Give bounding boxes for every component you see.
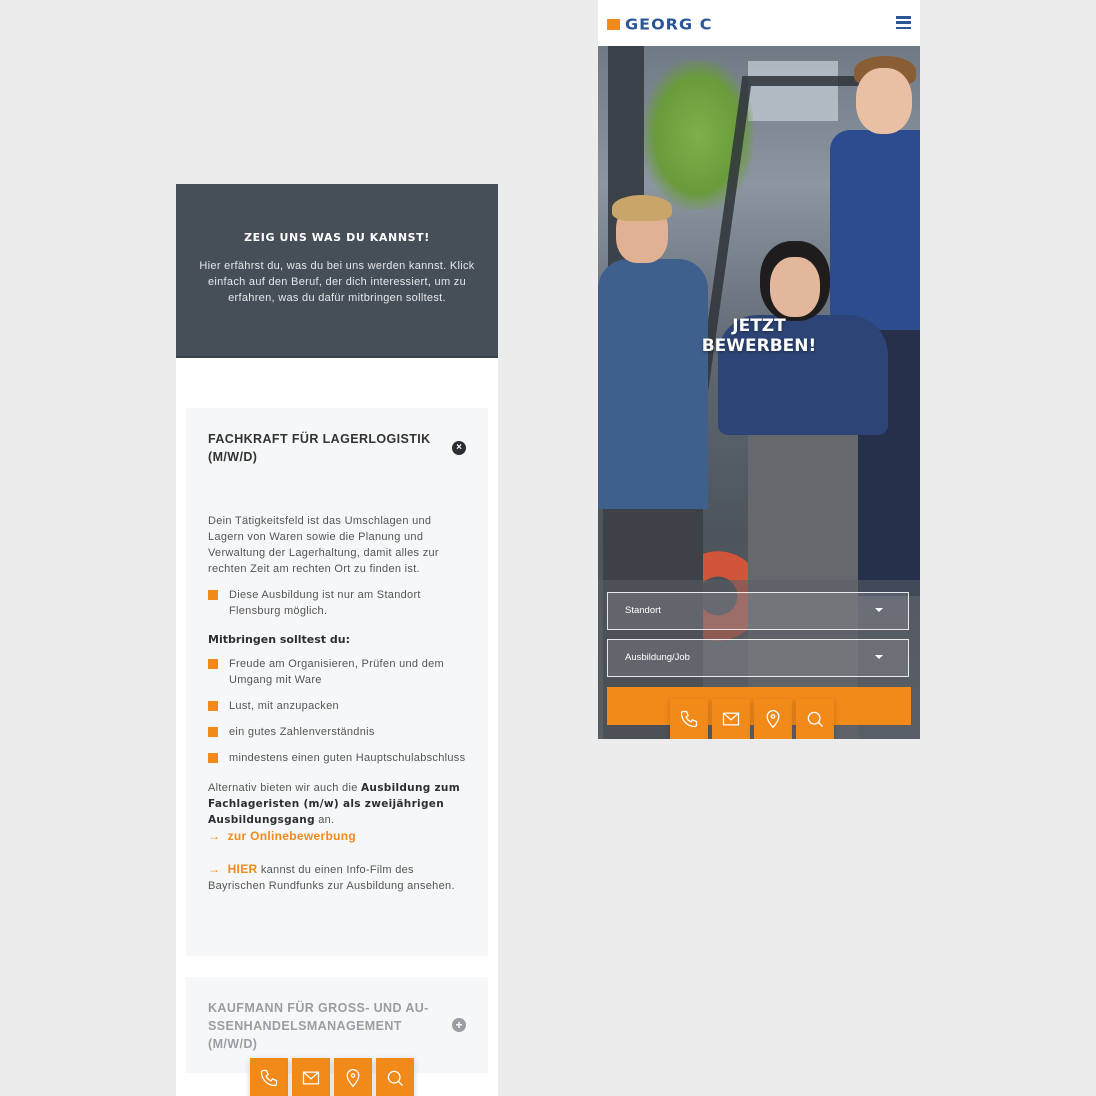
bullet-square-icon — [208, 590, 218, 600]
logo[interactable] — [607, 15, 712, 34]
logo-square-icon — [607, 19, 620, 30]
hero-headline: JETZT BEWERBEN! — [701, 316, 817, 356]
list-item: Diese Ausbildung ist nur am Standort Flensburg möglich. — [208, 587, 466, 619]
job-select[interactable]: Ausbildung/Job — [607, 639, 909, 677]
quick-action-bar — [670, 699, 834, 739]
location-pin-icon — [763, 709, 783, 729]
hero-image — [598, 46, 920, 739]
job-description: Dein Tätigkeitsfeld ist das Umschlagen und Lagern von Waren sowie die Planung und Verwaltung der Lagerhaltung, damit alles zur rechten Zeit am rechten Ort zu finden ist. — [208, 515, 439, 575]
phone-button[interactable] — [670, 699, 708, 739]
phone-icon — [679, 709, 699, 729]
bullet-square-icon — [208, 659, 218, 669]
plus-icon[interactable]: + — [452, 1018, 466, 1032]
bullet-square-icon — [208, 701, 218, 711]
phone-button[interactable] — [250, 1058, 288, 1096]
location-button[interactable] — [754, 699, 792, 739]
list-item: mindestens einen guten Hauptschulabschluss — [208, 750, 466, 766]
accordion-title[interactable]: KAUFMANN FÜR GROSS- UND AU-SSENHANDELSMANAGEMENT (M/W/D) — [208, 1001, 429, 1051]
bullet-square-icon — [208, 753, 218, 763]
search-button[interactable] — [376, 1058, 414, 1096]
requirements-heading: Mitbringen solltest du: — [208, 633, 350, 646]
list-item: Freude am Organisieren, Prüfen und dem Umgang mit Ware — [208, 656, 466, 688]
accordion-title[interactable]: FACHKRAFT FÜR LAGERLOGISTIK (M/W/D) — [208, 432, 431, 464]
location-button[interactable] — [334, 1058, 372, 1096]
search-icon — [805, 709, 825, 729]
mail-icon — [301, 1068, 321, 1088]
career-list-panel — [176, 184, 498, 1096]
intro-text: Hier erfährst du, was du bei uns werden kannst. Klick einfach auf den Beruf, der dich interessiert, um zu erfahren, was du dafür mitbringen solltest. — [199, 260, 475, 304]
mail-button[interactable] — [292, 1058, 330, 1096]
intro-title: ZEIG UNS WAS DU KANNST! — [244, 231, 430, 244]
note-list — [208, 587, 466, 619]
list-item: Lust, mit anzupacken — [208, 698, 466, 714]
list-item: ein gutes Zahlenverständnis — [208, 724, 466, 740]
mail-button[interactable] — [712, 699, 750, 739]
info-film-text: → HIER kannst du einen Info-Film des Bayrischen Rundfunks zur Ausbildung ansehen. — [208, 862, 455, 892]
phone-icon — [259, 1068, 279, 1088]
alternative-text: Alternativ bieten wir auch die Ausbildung zum Fachlageristen (m/w) als zweijährigen Ausbildungsgang an. → zur Onlinebewerbung — [208, 782, 460, 843]
location-pin-icon — [343, 1068, 363, 1088]
online-application-link[interactable]: → zur Onlinebewerbung — [208, 829, 356, 843]
site-header — [598, 0, 920, 46]
requirements-list — [208, 656, 466, 766]
location-select[interactable]: Standort — [607, 592, 909, 630]
hamburger-menu-icon[interactable] — [896, 16, 911, 29]
arrow-right-icon: → — [208, 829, 221, 843]
logo-text: GEORG C — [625, 15, 713, 34]
info-film-link[interactable]: → HIER — [208, 862, 258, 876]
chevron-down-icon — [875, 608, 883, 612]
arrow-right-icon: → — [208, 862, 221, 876]
mobile-home-panel — [598, 0, 920, 739]
chevron-down-icon — [875, 655, 883, 659]
accordion-item-lagerlogistik — [186, 408, 488, 956]
mail-icon — [721, 709, 741, 729]
bullet-square-icon — [208, 727, 218, 737]
quick-action-bar — [250, 1058, 414, 1096]
search-button[interactable] — [796, 699, 834, 739]
search-icon — [385, 1068, 405, 1088]
close-icon[interactable]: × — [452, 441, 466, 455]
intro-section — [176, 184, 498, 358]
